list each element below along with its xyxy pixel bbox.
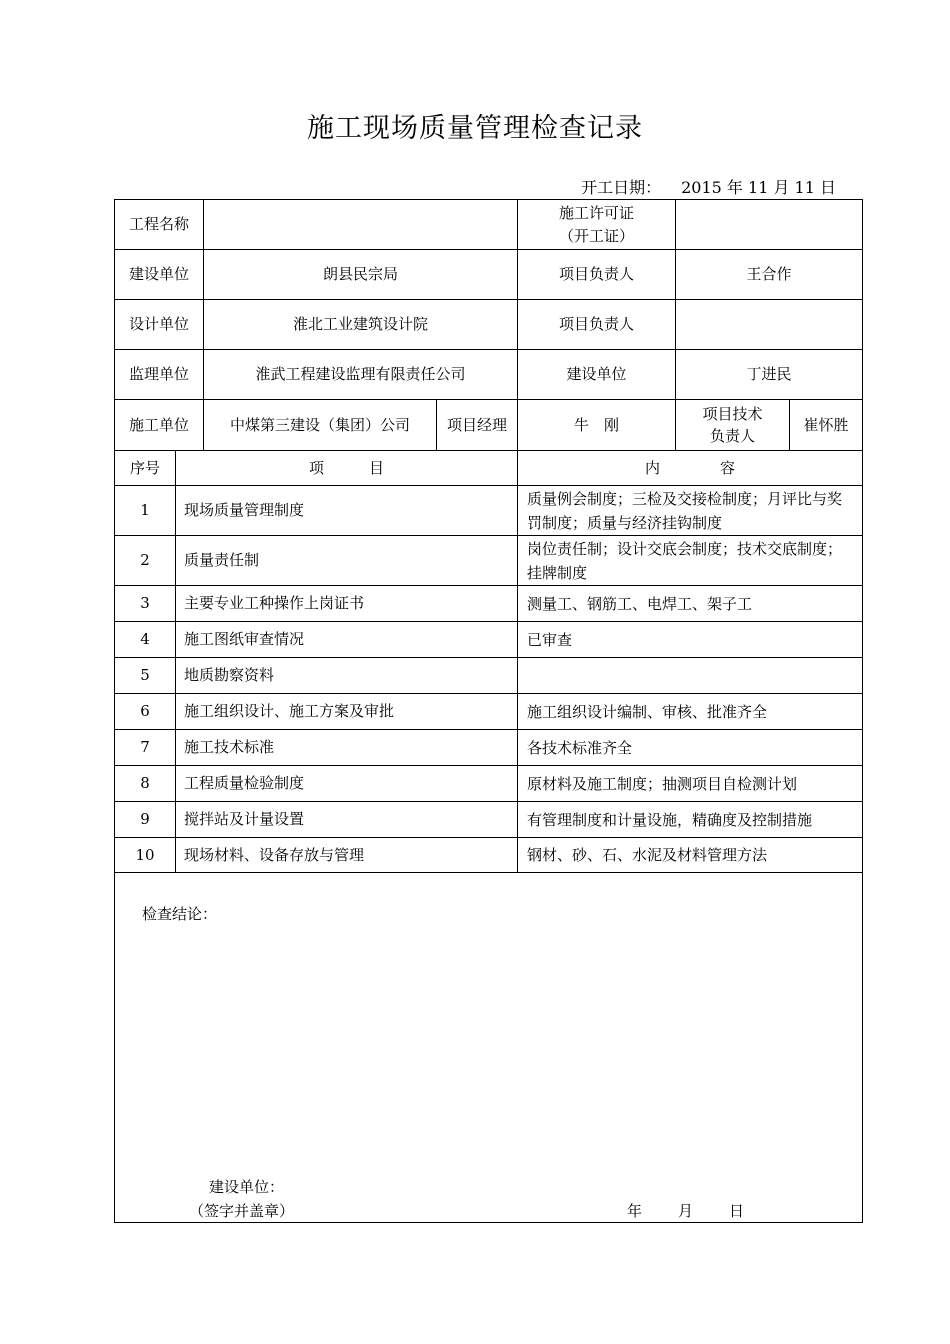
row-no: 4 xyxy=(115,622,176,658)
design-pm-label: 项目负责人 xyxy=(518,300,676,350)
inspection-table xyxy=(114,199,863,1223)
page-title: 施工现场质量管理检查记录 xyxy=(307,113,643,144)
permit-label-line1: 施工许可证 xyxy=(559,204,635,222)
row-item: 质量责任制 xyxy=(176,536,518,586)
owner-pm-value[interactable]: 王合作 xyxy=(676,250,863,300)
row-content[interactable]: 钢材、砂、石、水泥及材料管理方法 xyxy=(518,838,863,873)
row-content[interactable]: 原材料及施工制度；抽测项目自检测计划 xyxy=(518,766,863,802)
row-no: 2 xyxy=(115,536,176,586)
table-row xyxy=(115,536,863,586)
row-supervisor xyxy=(115,350,863,400)
conclusion-row xyxy=(115,873,863,1223)
row-content[interactable] xyxy=(518,658,863,694)
row-no: 1 xyxy=(115,486,176,536)
row-item: 主要专业工种操作上岗证书 xyxy=(176,586,518,622)
supervisor-label: 监理单位 xyxy=(115,350,204,400)
row-owner xyxy=(115,250,863,300)
header-no: 序号 xyxy=(115,451,176,486)
manager-value[interactable]: 牛 刚 xyxy=(518,400,676,451)
row-item: 现场材料、设备存放与管理 xyxy=(176,838,518,873)
row-content[interactable]: 测量工、钢筋工、电焊工、架子工 xyxy=(518,586,863,622)
header-row xyxy=(115,451,863,486)
header-item: 项 目 xyxy=(176,451,518,486)
row-item: 施工组织设计、施工方案及审批 xyxy=(176,694,518,730)
table-row xyxy=(115,486,863,536)
tech-lead-value[interactable]: 崔怀胜 xyxy=(790,400,863,451)
design-value[interactable]: 淮北工业建筑设计院 xyxy=(204,300,518,350)
permit-label xyxy=(518,200,676,250)
header-content: 内 容 xyxy=(518,451,863,486)
owner-value[interactable]: 朗县民宗局 xyxy=(204,250,518,300)
row-item: 施工图纸审查情况 xyxy=(176,622,518,658)
project-name-label: 工程名称 xyxy=(115,200,204,250)
contractor-label: 施工单位 xyxy=(115,400,204,451)
row-no: 6 xyxy=(115,694,176,730)
owner-pm-label: 项目负责人 xyxy=(518,250,676,300)
conclusion-label: 检查结论： xyxy=(142,905,218,923)
row-no: 10 xyxy=(115,838,176,873)
manager-label: 项目经理 xyxy=(437,400,518,451)
row-content[interactable]: 岗位责任制；设计交底会制度；技术交底制度；挂牌制度 xyxy=(518,536,863,586)
row-item: 搅拌站及计量设置 xyxy=(176,802,518,838)
tech-lead-label-line2: 负责人 xyxy=(710,427,756,445)
table-row xyxy=(115,766,863,802)
row-item: 施工技术标准 xyxy=(176,730,518,766)
row-no: 8 xyxy=(115,766,176,802)
row-content[interactable]: 施工组织设计编制、审核、批准齐全 xyxy=(518,694,863,730)
row-content[interactable]: 各技术标准齐全 xyxy=(518,730,863,766)
permit-label-line2: （开工证） xyxy=(559,226,635,245)
supervisor-value[interactable]: 淮武工程建设监理有限责任公司 xyxy=(204,350,518,400)
sign-day: 日 xyxy=(729,1202,745,1220)
row-no: 5 xyxy=(115,658,176,694)
contractor-value[interactable]: 中煤第三建设（集团）公司 xyxy=(204,400,437,451)
design-pm-value[interactable] xyxy=(676,300,863,350)
supervisor-right-value[interactable]: 丁进民 xyxy=(676,350,863,400)
start-date xyxy=(581,175,836,198)
table-row xyxy=(115,694,863,730)
row-content[interactable]: 质量例会制度；三检及交接检制度；月评比与奖罚制度；质量与经济挂钩制度 xyxy=(518,486,863,536)
permit-value[interactable] xyxy=(676,200,863,250)
row-design xyxy=(115,300,863,350)
tech-lead-label xyxy=(676,400,790,451)
row-content[interactable]: 已审查 xyxy=(518,622,863,658)
table-row xyxy=(115,586,863,622)
table-row xyxy=(115,622,863,658)
start-date-value: 2015 年 11 月 11 日 xyxy=(681,178,836,197)
project-name-value[interactable] xyxy=(204,200,518,250)
row-item: 工程质量检验制度 xyxy=(176,766,518,802)
start-date-label: 开工日期： xyxy=(581,178,662,197)
row-content[interactable]: 有管理制度和计量设施，精确度及控制措施 xyxy=(518,802,863,838)
row-no: 3 xyxy=(115,586,176,622)
table-row xyxy=(115,802,863,838)
table-row xyxy=(115,658,863,694)
row-contractor xyxy=(115,400,863,451)
sign-month: 月 xyxy=(678,1202,694,1220)
row-project-name xyxy=(115,200,863,250)
table-row xyxy=(115,838,863,873)
table-row xyxy=(115,730,863,766)
owner-label: 建设单位 xyxy=(115,250,204,300)
supervisor-right-label: 建设单位 xyxy=(518,350,676,400)
sign-date xyxy=(627,1200,744,1223)
row-item: 现场质量管理制度 xyxy=(176,486,518,536)
conclusion-cell[interactable] xyxy=(115,873,863,1223)
sign-unit-label: 建设单位： xyxy=(209,1178,285,1196)
row-no: 9 xyxy=(115,802,176,838)
design-label: 设计单位 xyxy=(115,300,204,350)
tech-lead-label-line1: 项目技术 xyxy=(702,404,763,423)
row-item: 地质勘察资料 xyxy=(176,658,518,694)
row-no: 7 xyxy=(115,730,176,766)
sign-year: 年 xyxy=(627,1202,643,1220)
sign-note: （签字并盖章） xyxy=(189,1202,295,1220)
